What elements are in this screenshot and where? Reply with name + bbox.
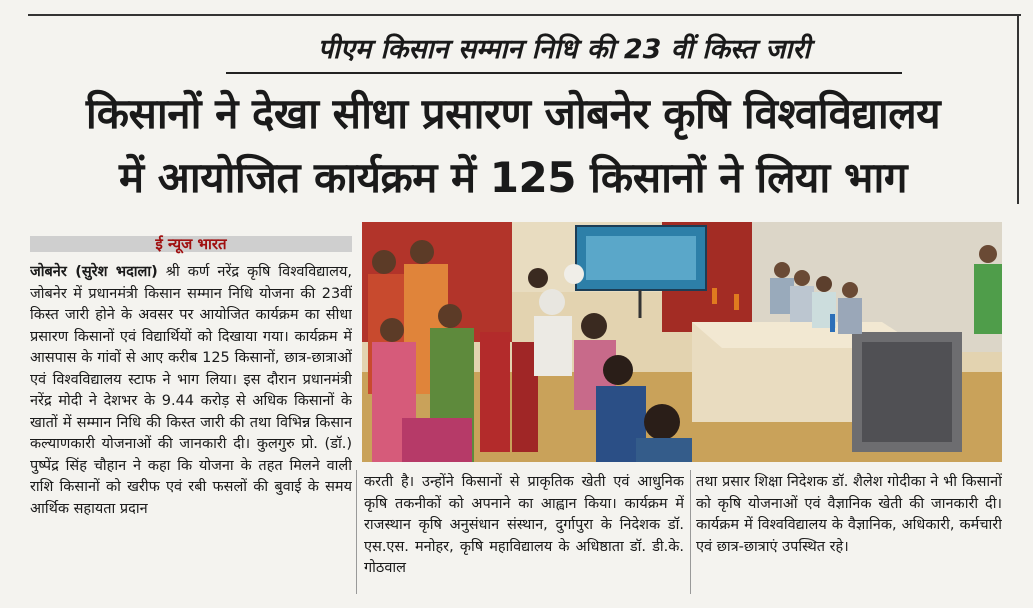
- kicker-underline: [226, 72, 902, 74]
- column-3-text: तथा प्रसार शिक्षा निदेशक डॉ. शैलेश गोदीका ने भी किसानों को कृषि योजनाओं एवं वैज्ञानिक खेती की जानकारी दी। कार्यक्रम में विश्वविद्यालय के वैज्ञानिक, अधिकारी, कर्मचारी एवं छात्र-छात्राएं उपस्थित रहे।: [696, 474, 1002, 555]
- column-1-text: श्री कर्ण नरेंद्र कृषि विश्वविद्यालय, जोबनेर में प्रधानमंत्री किसान सम्मान निधि योजना की 23वीं किस्त जारी होने के अवसर पर आयोजित कार्यक्रम का सीधा प्रसारण किसानों एवं विद्यार्थियों को दिखाया गया। कार्यक्रम में आसपास के गांवों से आए करीब 125 किसानों, छात्र-छात्राओं एवं विश्वविद्यालय स्टाफ ने भाग लिया। इस दौरान प्रधानमंत्री नरेंद्र मोदी ने देशभर के 9.44 करोड़ से अधिक किसानों के खातों में सम्मान निधि की किस्त जारी की तथा विभिन्न किसान कल्याणकारी योजनाओं की जानकारी दी। कुलगुरु प्रो. (डॉ.) पुष्पेंद्र सिंह चौहान ने कहा कि योजना के तहत मिलने वाली राशि किसानों को खरीफ एवं रबी फसलों की बुवाई के समय आर्थिक सहायता प्रदान: [30, 264, 352, 517]
- dateline: जोबनेर (सुरेश भदाला): [30, 264, 158, 280]
- column-separator-2: [690, 470, 691, 594]
- top-rule: [28, 14, 1021, 16]
- event-photo: [362, 222, 1002, 462]
- event-photo-illustration: [362, 222, 1002, 462]
- column-separator-1: [356, 470, 357, 594]
- right-rule: [1017, 14, 1019, 204]
- kicker-headline: पीएम किसान सम्मान निधि की 23 वीं किस्त जारी: [317, 34, 811, 65]
- column-2-text: करती है। उन्होंने किसानों से प्राकृतिक खेती एवं आधुनिक कृषि तकनीकों को अपनाने का आह्वान किया। कार्यक्रम में राजस्थान कृषि अनुसंधान संस्थान, दुर्गापुरा के निदेशक डॉ. एस.एस. मनोहर, कृषि महाविद्यालय के अधिष्ठाता डॉ. डी.के. गोठवाल: [364, 474, 684, 576]
- headline-line-1: किसानों ने देखा सीधा प्रसारण जोबनेर कृषि विश्वविद्यालय: [85, 89, 941, 138]
- article-column-2: [364, 472, 684, 594]
- main-headline: [28, 82, 998, 210]
- headline-line-2: में आयोजित कार्यक्रम में 125 किसानों ने लिया भाग: [119, 153, 907, 202]
- article-column-3: [696, 472, 1002, 594]
- kicker-block: [226, 30, 902, 76]
- byline: ई न्यूज भारत: [30, 236, 352, 252]
- article-column-1: [30, 262, 352, 592]
